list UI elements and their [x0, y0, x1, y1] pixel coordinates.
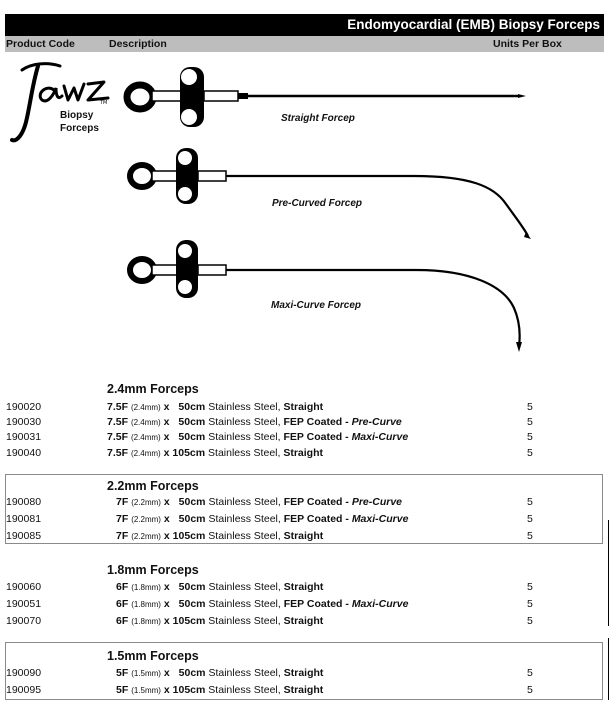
section-title: 1.5mm Forceps [107, 649, 199, 663]
x-mark: x [163, 416, 170, 428]
shape: Straight [283, 615, 324, 627]
maxi-curve-forcep-label: Maxi-Curve Forcep [271, 300, 362, 311]
section-title: 1.8mm Forceps [107, 563, 199, 577]
column-header-code: Product Code [6, 38, 75, 50]
shape: Maxi-Curve [351, 431, 409, 443]
shape: Maxi-Curve [351, 598, 409, 610]
x-mark: x [163, 431, 170, 443]
pre-curved-forcep-illustration [124, 146, 540, 242]
french-size: 5F [116, 684, 129, 696]
product-row [0, 615, 612, 630]
units-per-box: 5 [527, 581, 533, 593]
length: 50cm [178, 401, 206, 413]
units-per-box: 5 [527, 416, 533, 428]
french-size: 7.5F [107, 416, 129, 428]
mm-size: (1.5mm) [131, 686, 161, 695]
french-size: 5F [116, 667, 129, 679]
french-size: 7.5F [107, 401, 129, 413]
mm-size: (2.2mm) [131, 498, 161, 507]
length: 50cm [178, 431, 206, 443]
jawz-logo [8, 60, 118, 146]
product-code: 190030 [6, 416, 42, 428]
product-description [116, 513, 408, 525]
dash: - [345, 598, 349, 610]
product-code: 190040 [6, 447, 42, 459]
length: 50cm [178, 496, 206, 508]
column-header-units: Units Per Box [493, 38, 562, 50]
section-title: 2.4mm Forceps [107, 382, 199, 396]
logo-subtitle [60, 109, 99, 135]
product-row [0, 431, 612, 446]
french-size: 6F [116, 615, 129, 627]
x-mark: x [163, 615, 170, 627]
x-mark: x [163, 598, 170, 610]
material: Stainless Steel, [208, 581, 281, 593]
units-per-box: 5 [527, 684, 533, 696]
material: Stainless Steel, [208, 530, 281, 542]
x-mark: x [163, 684, 170, 696]
product-description [116, 598, 408, 610]
shape: Straight [283, 447, 323, 459]
units-per-box: 5 [527, 513, 533, 525]
product-row [0, 416, 612, 431]
page-title: Endomyocardial (EMB) Biopsy Forceps [347, 17, 600, 32]
mm-size: (1.5mm) [131, 669, 161, 678]
units-per-box: 5 [527, 667, 533, 679]
product-row [0, 581, 612, 596]
length: 50cm [178, 513, 206, 525]
length: 50cm [178, 667, 206, 679]
length: 105cm [172, 447, 206, 459]
logo-subtitle-line2: Forceps [60, 123, 99, 134]
material: Stainless Steel, [208, 684, 281, 696]
shape: Straight [283, 401, 324, 413]
shape: Straight [283, 530, 324, 542]
product-row [0, 513, 612, 528]
french-size: 6F [116, 581, 129, 593]
product-code: 190081 [6, 513, 42, 525]
mm-size: (1.8mm) [131, 583, 161, 592]
mm-size: (2.2mm) [131, 532, 161, 541]
material: Stainless Steel, [208, 667, 281, 679]
material: Stainless Steel, [208, 447, 281, 459]
material: Stainless Steel, [208, 401, 281, 413]
product-description [107, 401, 323, 413]
product-description [116, 667, 323, 679]
material: Stainless Steel, [208, 431, 281, 443]
french-size: 6F [116, 598, 129, 610]
mm-size: (2.4mm) [130, 403, 161, 412]
coating: FEP Coated [283, 496, 343, 508]
coating: FEP Coated [283, 431, 343, 443]
product-code: 190031 [6, 431, 42, 443]
units-per-box: 5 [527, 615, 533, 627]
length: 105cm [172, 684, 206, 696]
material: Stainless Steel, [208, 513, 281, 525]
x-mark: x [163, 496, 170, 508]
mm-size: (1.8mm) [131, 600, 161, 609]
dash: - [345, 431, 349, 443]
length: 50cm [178, 416, 206, 428]
units-per-box: 5 [527, 447, 533, 459]
french-size: 7F [116, 496, 129, 508]
product-description [116, 530, 323, 542]
product-code: 190095 [6, 684, 42, 696]
shape: Maxi-Curve [351, 513, 409, 525]
column-header-bar [5, 36, 604, 52]
product-description [107, 447, 323, 459]
dash: - [345, 416, 349, 428]
french-size: 7.5F [107, 431, 129, 443]
material: Stainless Steel, [208, 496, 281, 508]
mm-size: (2.4mm) [130, 433, 161, 442]
length: 50cm [178, 581, 206, 593]
units-per-box: 5 [527, 431, 533, 443]
title-bar [5, 14, 604, 36]
dash: - [345, 513, 349, 525]
shape: Straight [283, 581, 324, 593]
x-mark: x [163, 530, 170, 542]
coating: FEP Coated [283, 513, 343, 525]
product-description [116, 496, 402, 508]
x-mark: x [163, 401, 170, 413]
pre-curved-forcep-label: Pre-Curved Forcep [272, 198, 363, 209]
product-code: 190085 [6, 530, 42, 542]
product-row [0, 496, 612, 511]
x-mark: x [163, 447, 170, 459]
units-per-box: 5 [527, 598, 533, 610]
section-title: 2.2mm Forceps [107, 479, 199, 493]
product-code: 190051 [6, 598, 42, 610]
product-description [116, 684, 323, 696]
product-row [0, 598, 612, 613]
mm-size: (1.8mm) [131, 617, 161, 626]
product-row [0, 447, 612, 462]
units-per-box: 5 [527, 530, 533, 542]
shape: Pre-Curve [351, 496, 403, 508]
product-row [0, 684, 612, 699]
product-code: 190080 [6, 496, 42, 508]
material: Stainless Steel, [208, 615, 281, 627]
x-mark: x [163, 667, 170, 679]
shape: Pre-Curve [351, 416, 402, 428]
product-row [0, 667, 612, 682]
units-per-box: 5 [527, 401, 533, 413]
product-description [107, 416, 402, 428]
french-size: 7.5F [107, 447, 129, 459]
mm-size: (2.4mm) [130, 418, 161, 427]
length: 105cm [172, 530, 206, 542]
length: 105cm [172, 615, 206, 627]
coating: FEP Coated [283, 416, 343, 428]
french-size: 7F [116, 513, 129, 525]
dash: - [345, 496, 349, 508]
coating: FEP Coated [283, 598, 343, 610]
product-code: 190020 [6, 401, 42, 413]
french-size: 7F [116, 530, 129, 542]
logo-subtitle-line1: Biopsy [60, 110, 94, 121]
x-mark: x [163, 581, 170, 593]
units-per-box: 5 [527, 496, 533, 508]
material: Stainless Steel, [208, 416, 281, 428]
trademark-mark: TM [100, 100, 108, 106]
material: Stainless Steel, [208, 598, 281, 610]
product-description [107, 431, 408, 443]
x-mark: x [163, 513, 170, 525]
product-description [116, 581, 323, 593]
product-code: 190090 [6, 667, 42, 679]
straight-forcep-label: Straight Forcep [281, 113, 355, 124]
product-code: 190060 [6, 581, 42, 593]
product-code: 190070 [6, 615, 42, 627]
mm-size: (2.4mm) [130, 449, 161, 458]
shape: Straight [283, 684, 324, 696]
shape: Straight [283, 667, 324, 679]
mm-size: (2.2mm) [131, 515, 161, 524]
length: 50cm [178, 598, 206, 610]
product-row [0, 530, 612, 545]
product-row [0, 401, 612, 416]
column-header-description: Description [109, 38, 167, 50]
product-description [116, 615, 323, 627]
